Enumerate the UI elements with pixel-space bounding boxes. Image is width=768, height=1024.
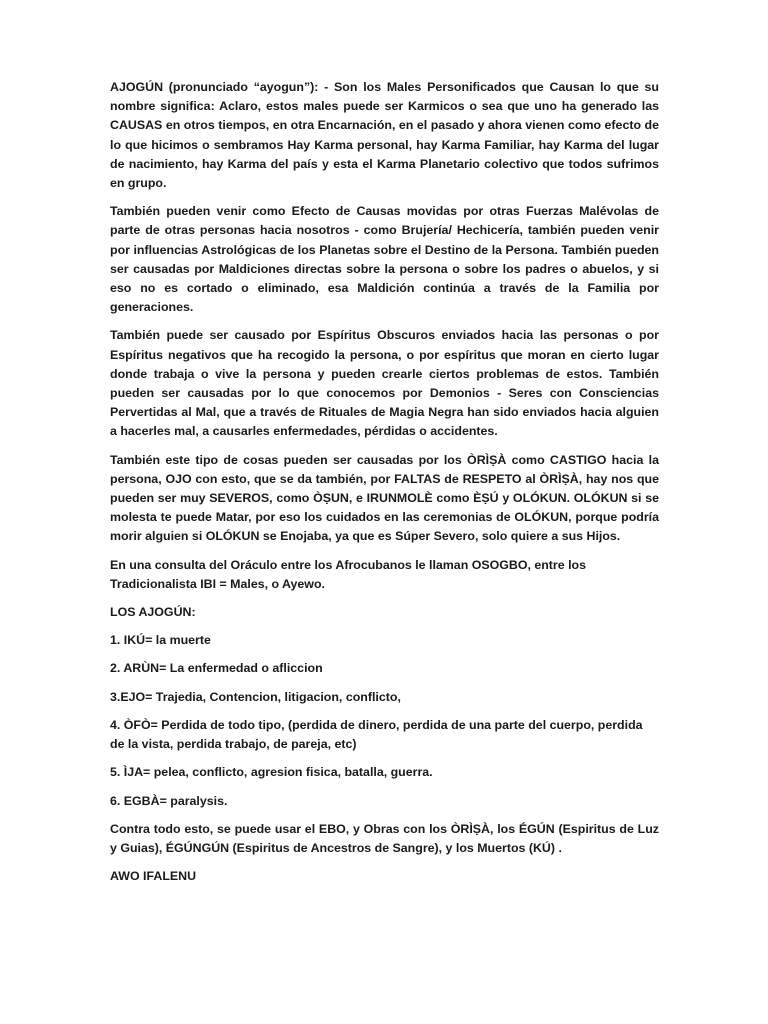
list-heading: LOS AJOGÚN: bbox=[110, 605, 196, 620]
signature: AWO IFALENU bbox=[110, 869, 197, 884]
paragraph-external-causes: También pueden venir como Efecto de Causas movidas por otras Fuerzas Malévolas de parte de otras personas hacia nosotros - como Brujería/ Hechicería, también pueden venir por influencias Astrológicas de los Planetas sobre el Destino de la Persona. También pueden ser causadas por Maldiciones directas sobre la persona o sobre los padres o abuelos, y si eso no es cortado o eliminado, esa Maldición continúa a través de la Familia por generaciones. bbox=[110, 204, 659, 315]
list-item: 2. ARÙN= La enfermedad o afliccion bbox=[110, 661, 323, 676]
paragraph-orisha-punishment: También este tipo de cosas pueden ser causadas por los ÒRÌṢÀ como CASTIGO hacia la persona, OJO con esto, que se da también, por FALTAS de RESPETO al ÒRÌṢÀ, hay nos que pueden ser muy SEVEROS, como ÒṢUN, e IRUNMOLÈ como ÈṢÚ y OLÓKUN. OLÓKUN si se molesta te puede Matar, por eso los cuidados en las ceremonias de OLÓKUN, porque podría morir alguien si OLÓKUN se Enojaba, ya que es Súper Severo, solo quiere a sus Hijos. bbox=[110, 452, 659, 544]
document-page bbox=[110, 78, 659, 895]
list-item: 6. EGBÀ= paralysis. bbox=[110, 793, 228, 808]
list-item: 1. IKÚ= la muerte bbox=[110, 633, 211, 648]
list-item: 4. ÒFÒ= Perdida de todo tipo, (perdida de dinero, perdida de una parte del cuerpo, perdida de la vista, perdida trabajo, de pareja, etc) bbox=[110, 717, 643, 752]
paragraph-closing: Contra todo esto, se puede usar el EBO, y Obras con los ÒRÌṢÀ, los ÉGÚN (Espiritus de Luz y Guias), ÉGÚNGÚN (Espiritus de Ancestros de Sangre), y los Muertos (KÚ) . bbox=[110, 821, 659, 855]
paragraph-dark-spirits: También puede ser causado por Espíritus Obscuros enviados hacia las personas o por Espíritus negativos que ha recogido la persona, o por espíritus que moran en cierto lugar donde trabaja o vive la persona y pueden crearle ciertos problemas de estos. También pueden ser causadas por lo que conocemos por Demonios - Seres con Consciencias Pervertidas al Mal, que a través de Rituales de Magia Negra han sido enviados hacia alguien a hacerles mal, a causarles enfermedades, pérdidas o accidentes. bbox=[110, 328, 659, 439]
list-item: 5. ÌJA= pelea, conflicto, agresion fisica, batalla, guerra. bbox=[110, 765, 433, 780]
paragraph-ajogun-definition: AJOGÚN (pronunciado “ayogun”): - Son los Males Personificados que Causan lo que su nombre significa: Aclaro, estos males puede ser Karmicos o sea que uno ha generado las CAUSAS en otros tiempos, en otra Encarnación, en el pasado y ahora vienen como efecto de lo que hicimos o sembramos Hay Karma personal, hay Karma Familiar, hay Karma del lugar de nacimiento, hay Karma del país y esta el Karma Planetario colectivo que todos sufrimos en grupo. bbox=[110, 80, 659, 191]
list-item: 3.EJO= Trajedia, Contencion, litigacion, conflicto, bbox=[110, 689, 401, 704]
paragraph-oracle: En una consulta del Oráculo entre los Afrocubanos le llaman OSOGBO, entre los Tradicionalista IBI = Males, o Ayewo. bbox=[110, 557, 586, 591]
